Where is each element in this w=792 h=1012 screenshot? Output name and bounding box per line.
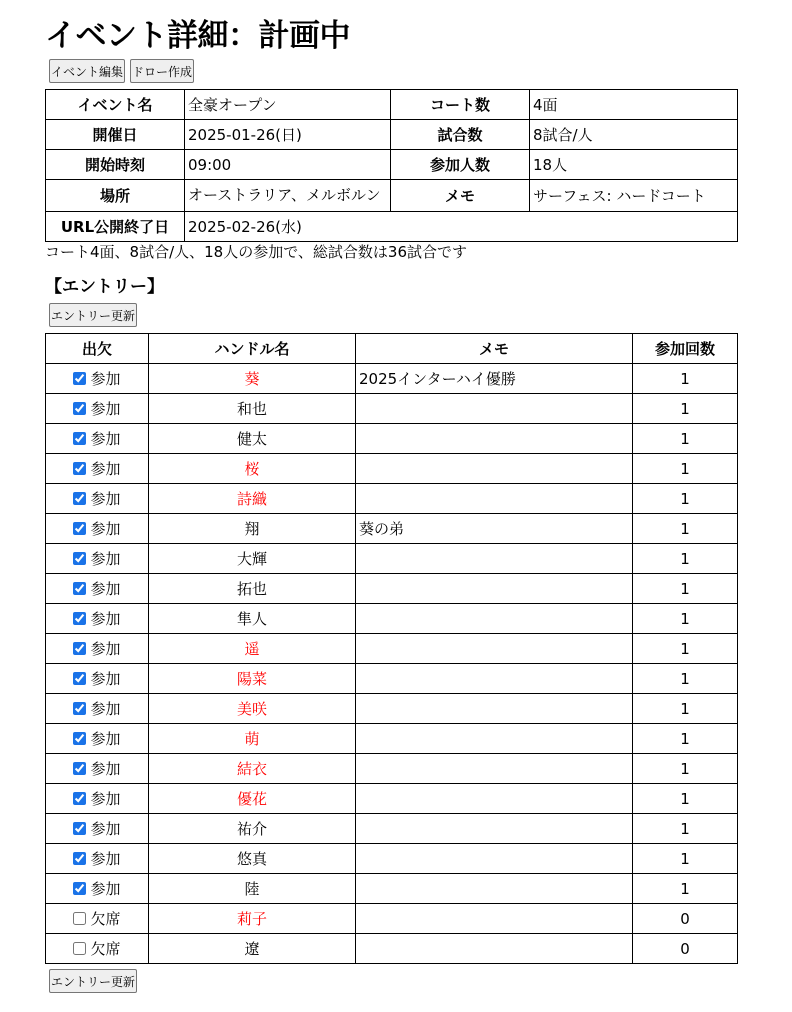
- attendance-toggle[interactable]: [73, 940, 120, 958]
- event-name-label: イベント名: [46, 90, 185, 120]
- attendance-cell: [46, 664, 149, 694]
- handle-name: 隼人: [149, 604, 356, 634]
- attendance-toggle[interactable]: [73, 490, 120, 508]
- handle-name: 翔: [149, 514, 356, 544]
- handle-name: 拓也: [149, 574, 356, 604]
- participation-count: 1: [633, 844, 738, 874]
- attendance-checkbox[interactable]: [73, 912, 86, 925]
- attendance-cell: [46, 544, 149, 574]
- entry-memo: 2025インターハイ優勝: [356, 364, 633, 394]
- update-entries-button-top[interactable]: エントリー更新: [49, 303, 137, 327]
- attendance-cell: [46, 454, 149, 484]
- entry-memo: [356, 904, 633, 934]
- attendance-cell: [46, 904, 149, 934]
- attendance-cell: [46, 694, 149, 724]
- attendance-toggle[interactable]: [73, 580, 120, 598]
- attendance-toggle[interactable]: [73, 430, 120, 448]
- attendance-checkbox[interactable]: [73, 672, 86, 685]
- memo-label: メモ: [391, 180, 530, 212]
- attendance-status: 参加: [90, 700, 121, 718]
- action-buttons: [49, 59, 194, 83]
- event-name-value: 全豪オープン: [185, 90, 391, 120]
- entry-memo: [356, 604, 633, 634]
- table-row: [46, 604, 738, 634]
- entry-memo: [356, 454, 633, 484]
- handle-name: 和也: [149, 394, 356, 424]
- handle-name: 萌: [149, 724, 356, 754]
- attendance-toggle[interactable]: [73, 550, 120, 568]
- entry-memo: [356, 544, 633, 574]
- participation-count: 1: [633, 484, 738, 514]
- handle-name: 莉子: [149, 904, 356, 934]
- attendance-toggle[interactable]: [73, 370, 120, 388]
- handle-name: 葵: [149, 364, 356, 394]
- table-row: [46, 784, 738, 814]
- entry-memo: 葵の弟: [356, 514, 633, 544]
- attendance-cell: [46, 784, 149, 814]
- handle-name: 遼: [149, 934, 356, 964]
- attendance-status: 参加: [90, 850, 121, 868]
- attendance-status: 参加: [90, 610, 121, 628]
- courts-label: コート数: [391, 90, 530, 120]
- attendance-toggle[interactable]: [73, 790, 120, 808]
- matches-value: 8試合/人: [530, 120, 738, 150]
- entry-memo: [356, 784, 633, 814]
- entry-memo: [356, 424, 633, 454]
- entry-memo: [356, 574, 633, 604]
- table-row: [46, 814, 738, 844]
- attendance-checkbox[interactable]: [73, 792, 86, 805]
- handle-name: 大輝: [149, 544, 356, 574]
- attendance-status: 参加: [90, 760, 121, 778]
- attendance-checkbox[interactable]: [73, 552, 86, 565]
- handle-name: 桜: [149, 454, 356, 484]
- header-handle-name: ハンドル名: [149, 334, 356, 364]
- attendance-cell: [46, 634, 149, 664]
- attendance-status: 参加: [90, 370, 121, 388]
- table-row: [46, 394, 738, 424]
- attendance-cell: [46, 574, 149, 604]
- entry-memo: [356, 844, 633, 874]
- table-row: [46, 514, 738, 544]
- attendance-toggle[interactable]: [73, 850, 120, 868]
- place-label: 場所: [46, 180, 185, 212]
- table-row: [46, 364, 738, 394]
- participation-count: 1: [633, 544, 738, 574]
- participation-count: 1: [633, 724, 738, 754]
- attendance-cell: [46, 814, 149, 844]
- attendance-toggle[interactable]: [73, 910, 120, 928]
- participation-count: 0: [633, 934, 738, 964]
- handle-name: 遥: [149, 634, 356, 664]
- table-row: [46, 484, 738, 514]
- table-row: [46, 694, 738, 724]
- entry-memo: [356, 634, 633, 664]
- table-row: [46, 574, 738, 604]
- participation-count: 1: [633, 604, 738, 634]
- participation-count: 1: [633, 754, 738, 784]
- handle-name: 優花: [149, 784, 356, 814]
- table-row: [46, 544, 738, 574]
- attendance-toggle[interactable]: [73, 460, 120, 478]
- attendance-cell: [46, 514, 149, 544]
- table-row: [46, 634, 738, 664]
- handle-name: 陽菜: [149, 664, 356, 694]
- table-row: [46, 874, 738, 904]
- attendance-checkbox[interactable]: [73, 432, 86, 445]
- start-time-value: 09:00: [185, 150, 391, 180]
- table-row: [46, 754, 738, 784]
- attendance-cell: [46, 934, 149, 964]
- entry-memo: [356, 484, 633, 514]
- participation-count: 1: [633, 364, 738, 394]
- attendance-status: 参加: [90, 550, 121, 568]
- table-row: [46, 844, 738, 874]
- entry-memo: [356, 934, 633, 964]
- handle-name: 祐介: [149, 814, 356, 844]
- table-row: [46, 904, 738, 934]
- create-draw-button[interactable]: ドロー作成: [130, 59, 194, 83]
- attendance-checkbox[interactable]: [73, 852, 86, 865]
- participation-count: 1: [633, 874, 738, 904]
- attendance-status: 参加: [90, 640, 121, 658]
- header-memo: メモ: [356, 334, 633, 364]
- attendance-checkbox[interactable]: [73, 402, 86, 415]
- header-participation-count: 参加回数: [633, 334, 738, 364]
- participants-label: 参加人数: [391, 150, 530, 180]
- attendance-cell: [46, 364, 149, 394]
- entry-table-header: [46, 334, 738, 364]
- attendance-checkbox[interactable]: [73, 642, 86, 655]
- attendance-status: 参加: [90, 400, 121, 418]
- update-entries-button-bottom[interactable]: エントリー更新: [49, 969, 137, 993]
- url-end-label: URL公開終了日: [46, 212, 185, 242]
- participation-count: 0: [633, 904, 738, 934]
- entry-table: [45, 333, 738, 964]
- match-summary: コート4面、8試合/人、18人の参加で、総試合数は36試合です: [45, 243, 468, 261]
- entry-memo: [356, 874, 633, 904]
- attendance-status: 参加: [90, 790, 121, 808]
- table-row: [46, 724, 738, 754]
- date-label: 開催日: [46, 120, 185, 150]
- participation-count: 1: [633, 634, 738, 664]
- handle-name: 美咲: [149, 694, 356, 724]
- attendance-status: 欠席: [90, 910, 121, 928]
- attendance-cell: [46, 604, 149, 634]
- attendance-status: 参加: [90, 430, 121, 448]
- event-info-table: [45, 89, 738, 242]
- participation-count: 1: [633, 694, 738, 724]
- participation-count: 1: [633, 814, 738, 844]
- attendance-cell: [46, 754, 149, 784]
- participation-count: 1: [633, 574, 738, 604]
- attendance-checkbox[interactable]: [73, 732, 86, 745]
- start-time-label: 開始時刻: [46, 150, 185, 180]
- attendance-toggle[interactable]: [73, 880, 120, 898]
- attendance-checkbox[interactable]: [73, 492, 86, 505]
- matches-label: 試合数: [391, 120, 530, 150]
- attendance-checkbox[interactable]: [73, 702, 86, 715]
- attendance-toggle[interactable]: [73, 610, 120, 628]
- attendance-toggle[interactable]: [73, 520, 120, 538]
- header-attendance: 出欠: [46, 334, 149, 364]
- attendance-status: 参加: [90, 820, 121, 838]
- attendance-status: 参加: [90, 730, 121, 748]
- attendance-toggle[interactable]: [73, 400, 120, 418]
- edit-event-button[interactable]: イベント編集: [49, 59, 125, 83]
- attendance-checkbox[interactable]: [73, 522, 86, 535]
- attendance-checkbox[interactable]: [73, 942, 86, 955]
- entry-memo: [356, 694, 633, 724]
- attendance-toggle[interactable]: [73, 700, 120, 718]
- handle-name: 結衣: [149, 754, 356, 784]
- table-row: [46, 664, 738, 694]
- entry-memo: [356, 664, 633, 694]
- participation-count: 1: [633, 424, 738, 454]
- attendance-cell: [46, 484, 149, 514]
- attendance-checkbox[interactable]: [73, 462, 86, 475]
- attendance-status: 参加: [90, 670, 121, 688]
- entry-memo: [356, 724, 633, 754]
- attendance-checkbox[interactable]: [73, 882, 86, 895]
- attendance-status: 参加: [90, 460, 121, 478]
- participation-count: 1: [633, 514, 738, 544]
- attendance-status: 欠席: [90, 940, 121, 958]
- attendance-toggle[interactable]: [73, 820, 120, 838]
- entry-memo: [356, 754, 633, 784]
- participation-count: 1: [633, 784, 738, 814]
- attendance-cell: [46, 844, 149, 874]
- attendance-toggle[interactable]: [73, 640, 120, 658]
- handle-name: 悠真: [149, 844, 356, 874]
- place-value: オーストラリア、メルボルン: [185, 180, 391, 212]
- handle-name: 健太: [149, 424, 356, 454]
- attendance-toggle[interactable]: [73, 670, 120, 688]
- attendance-status: 参加: [90, 880, 121, 898]
- attendance-cell: [46, 394, 149, 424]
- attendance-toggle[interactable]: [73, 760, 120, 778]
- handle-name: 詩織: [149, 484, 356, 514]
- date-value: 2025-01-26(日): [185, 120, 391, 150]
- entry-heading: 【エントリー】: [45, 277, 164, 297]
- attendance-cell: [46, 424, 149, 454]
- attendance-cell: [46, 724, 149, 754]
- page-title: イベント詳細：計画中: [45, 18, 350, 54]
- table-row: [46, 454, 738, 484]
- courts-value: 4面: [530, 90, 738, 120]
- attendance-checkbox[interactable]: [73, 372, 86, 385]
- memo-value: サーフェス: ハードコート: [530, 180, 738, 212]
- table-row: [46, 424, 738, 454]
- attendance-cell: [46, 874, 149, 904]
- participation-count: 1: [633, 454, 738, 484]
- entry-memo: [356, 814, 633, 844]
- attendance-checkbox[interactable]: [73, 822, 86, 835]
- entry-memo: [356, 394, 633, 424]
- attendance-status: 参加: [90, 490, 121, 508]
- participation-count: 1: [633, 394, 738, 424]
- table-row: [46, 934, 738, 964]
- participants-value: 18人: [530, 150, 738, 180]
- attendance-checkbox[interactable]: [73, 612, 86, 625]
- attendance-status: 参加: [90, 580, 121, 598]
- url-end-value: 2025-02-26(水): [185, 212, 738, 242]
- participation-count: 1: [633, 664, 738, 694]
- attendance-checkbox[interactable]: [73, 762, 86, 775]
- attendance-toggle[interactable]: [73, 730, 120, 748]
- handle-name: 陸: [149, 874, 356, 904]
- attendance-status: 参加: [90, 520, 121, 538]
- attendance-checkbox[interactable]: [73, 582, 86, 595]
